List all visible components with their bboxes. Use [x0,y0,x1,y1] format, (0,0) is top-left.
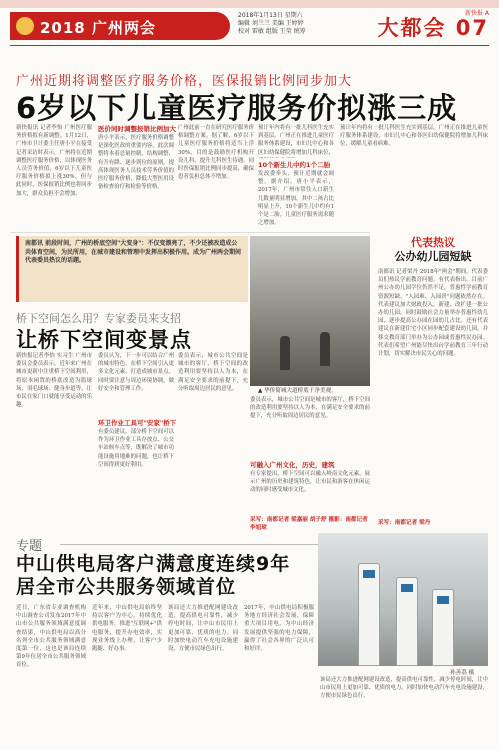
special-title: 中山供电局客户满意度连续9年 居全市公共服务领域首位 [16,553,291,598]
lead-column-5: 预计年内将有一批儿科医生充实到基层。广州正在推进儿童医疗服务体系建设，市妇儿中心和各区妇幼保健院将增加儿科床位，缓解儿童看病难。 [340,125,488,148]
issue-date: 2018年1月13日 星期六 [238,12,303,19]
feature-column-3: 有委员建议，部分桥下空间可以作为环卫作业工具存放点、公交车站候车点等，既解决了城市功能设施用地难的问题，也让桥下空间得到更好利用。 [98,429,174,468]
side-column: 南都讯 记者梁丹 2018年"两会"期间，代表委员们热议学前教育问题。有代表指出，目前广州公办幼儿园学位仍然不足，普惠性学前教育资源短缺，"入园难、入园贵"问题依然存在。代表建议加大财政投入，新建、改扩建一批公办幼儿园，同时鼓励社会力量举办普惠性幼儿园，逐步提高公办园在园幼儿占比。还有代表建议在新建住宅小区同步配套建设幼儿园，并移交教育部门举办为公办园或普惠性民办园。代表们希望广州能尽快出台学前教育三年行动计划，切实解决市民关心的问题。 [378,269,488,358]
feature-title: 让桥下空间变景点 [16,328,192,352]
special-column-2: 近年来，中山供电局始终坚持以客户为中心，持续优化供电服务，推进"互联网+"供电服务，提升办电效率，实现业务线上办理，让客户少跑腿、好办事。 [92,605,162,653]
photo-credit: 孙善荔 摄 [450,670,475,676]
paper-tag: 新快报 A [464,10,489,17]
charging-post [358,563,380,666]
lead-subhead-2: 医价同时调整报销比例加大 [98,125,176,133]
lead-headline: 6岁以下儿童医疗服务价拟涨三成 [16,91,458,125]
page-label: 大都会 07 [377,16,489,40]
lead-kicker: 广州近期将调整医疗服务价格，医保报销比例同步加大 [16,74,353,89]
special-column-1: 近日，广东省专业调查机构中山调查公司发布2017年中山市公共服务领域满意度调查结果，中山供电局以高分名列全市公共服务领域满意度第一位，这也是该局连续第9年位居全市公共服务领域首位。 [16,605,86,669]
page-number: 07 [455,16,489,40]
charging-station-photo [318,533,488,666]
feature-byline: 采写：南都记者 梁嘉丽 胡子舒 摄影：南都记者 李旭琼 [250,517,368,531]
feature-column-5: 委员表示，城市公共空间是城市的客厅，桥下空间的改造利用要坚持以人为本，在满足安全要求的前提下，充分听取周边居民的意见。 [250,397,370,420]
feature-column-4: 委员表示，城市公共空间是城市的客厅，桥下空间的改造利用要坚持以人为本，在满足安全要求的前提下，充分听取周边居民的意见。 [178,353,248,392]
feature-callout [16,236,248,302]
person-figure [320,332,330,366]
callout-text: 南都讯 前段时间，广州的桥底空间"大变身"：不仅变漂亮了，不少还被改造成公共体育空间，为民所用，在城市建设和管理中发挥出积极作用。成为广州两会期间代表委员热议的话题。 [25,240,242,265]
issue-info [238,12,306,36]
side-title: 代表热议 公办幼儿园短缺 [394,236,472,263]
lantern-icon [16,17,34,35]
feature-subhead-5: 可融入广州文化，历史，建筑 [250,461,335,469]
special-column-3: 该局还大力推进配网建设改造，提高供电可靠性，减少停电时间，让中山市民用上更加可靠、优质的电力。同时加快电动汽车充电设施建设，方便市民绿色出行。 [168,605,238,653]
lead-column-3: 广州此前一直在研究医疗服务价格调整方案。据了解，6岁以下儿童医疗服务价格将适当上浮30%，目的是鼓励医疗机构开设儿科、提升儿科医生待遇。同时医保报销比例同步提高，确保患者负担总体不增加。 [178,125,254,181]
special-column-5: 该局还大力推进配网建设改造，提高供电可靠性，减少停电时间，让中山市民用上更加可靠、优质的电力。同时加快电动汽车充电设施建设，方便市民绿色出行。 [320,677,488,700]
feature-subhead-2: 环卫作业工具可"安家"桥下 [98,419,177,427]
top-color-stripe [0,0,499,8]
header-rule [10,45,489,46]
lead-subhead-4: 10个新生儿中约1个二胎 [258,161,331,169]
lead-column-2: 唐小平表示，医疗服务价格调整是深化医改的重要内容。此次调整将本着总量控制、结构调整、有升有降、逐步到位的原则，提高体现医务人员技术劳务价值的医疗服务价格，降低大型医用设备检查治疗和检验等价格。 [98,135,174,191]
section-title: 2018 广州两会 [40,19,156,37]
lead-column-1: 新快报讯 记者李怡 广州医疗服务价格拟有新调整。1月12日，广州市卫计委主任唐小平在接受记者采访时表示，广州将在近期调整医疗服务价格，以体现医务人员劳务价值，6岁以下儿童医疗服务价格拟上涨30%，但与此同时，医保报销比例也将同步加大，群众负担不会增加。 [16,125,92,197]
section-banner [10,12,230,40]
bridge-photo [250,236,370,386]
feature-column-6: 有专家提出，桥下空间可以融入岭南文化元素，展示广州的历史和建筑特色，让市民和游客在休闲运动的同时感受城市文化。 [250,471,370,494]
photo-caption: ▲ 华侨简城大道桥底千净美观。 [258,388,337,394]
issue-editors: 编辑 刘兰兰 美编 王婷婷 [238,20,304,27]
page-header [0,8,499,44]
charging-post [396,577,418,666]
lead-column-4: 发改委牵头，预计近期就会调整。据介绍，唐小平表示，2017年，广州市常住人口新生儿数量明显增加，其中二孩占比明显上升，10个新生儿中约有1个是二胎。儿童医疗服务需求随之增加。 [258,171,334,227]
lead-column-4a: 预计年内将有一批儿科医生充实到基层。广州正在推进儿童医疗服务体系建设，市妇儿中心和各区妇幼保健院将增加儿科床位， [258,125,334,156]
feature-subtitle: 桥下空间怎么用？专家委员来支招 [16,312,181,325]
feature-column-2: 委员认为，下一步可以结合广州的城市特色，在桥下空间引入更多文化元素，打造成城市景点。同时要注意与周边环境协调，做好安全和管理工作。 [98,353,174,392]
charging-post [432,589,454,666]
person-figure [280,336,290,370]
section-divider [10,232,370,233]
feature-column-1: 新快报记者李怡 实习生 广州市委员会委员表示，近年来广州在城市更新中注重桥下空间利用，将原本闲置的桥底改造为篮球场、羽毛球场、健身步道等，让市民在家门口就能享受运动的乐趣。 [16,353,92,409]
special-column-4: 2017年，中山供电局积极服务地方经济社会发展，保障重大项目用电，为中山经济发展提供坚强的电力保障，赢得了社会各界的广泛认可和好评。 [244,605,314,653]
side-byline: 采写：南都记者 梁丹 [378,520,431,526]
special-label: 专题 [16,539,43,554]
issue-proofreaders: 校对 雷敏 组版 王莹 统筹 [238,28,306,35]
